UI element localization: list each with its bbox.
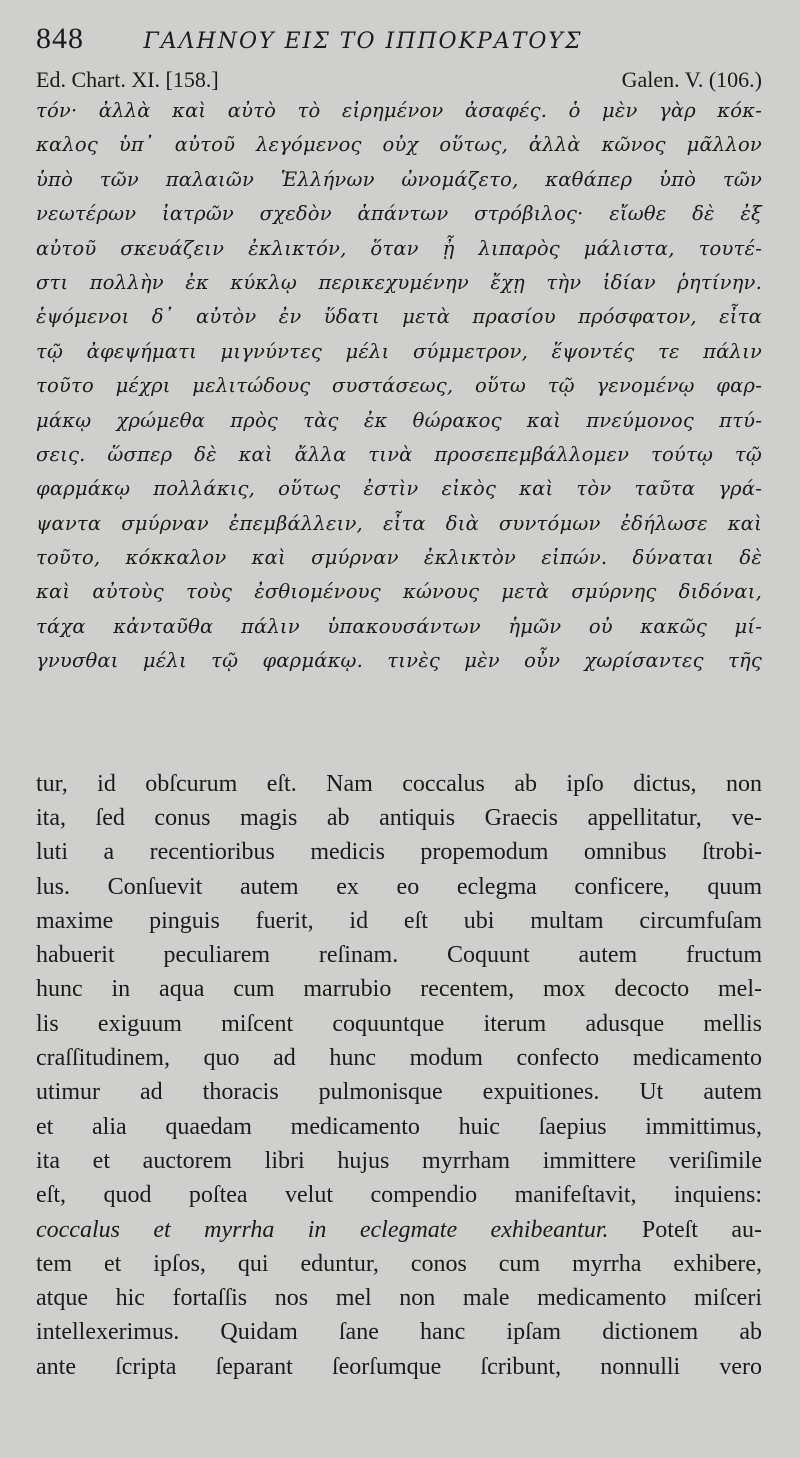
greek-line: νεωτέρων ἰατρῶν σχεδὸν ἁπάντων στρόβιλος· εἴωθε δὲ ἐξ — [36, 202, 762, 226]
latin-line: ita, ſed conus magis ab antiquis Graecis appellitatur, ve- — [36, 804, 762, 831]
greek-line: γνυσθαι μέλι τῷ φαρμάκῳ. τινὲς μὲν οὖν χωρίσαντες τῆς — [36, 649, 762, 673]
latin-line: ita et auctorem libri hujus myrrham immittere veriſimile — [36, 1147, 762, 1174]
running-title: ΓΑΛΗΝΟΥ ΕΙΣ ΤΟ ΙΠΠΟΚΡΑΤΟΥΣ — [143, 29, 583, 54]
latin-line: craſſitudinem, quo ad hunc modum confecto medicamento — [36, 1045, 762, 1072]
latin-line: ante ſcripta ſeparant ſeorſumque ſcribunt, nonnulli vero — [36, 1353, 762, 1380]
latin-line: lis exiguum miſcent coquuntque iterum adusque mellis — [36, 1010, 762, 1037]
greek-line: τάχα κἀνταῦθα πάλιν ὑπακουσάντων ἡμῶν οὐ κακῶς μί- — [36, 614, 762, 638]
latin-line: hunc in aqua cum marrubio recentem, mox decocto mel- — [36, 976, 762, 1003]
latin-line-with-quotation — [36, 1213, 762, 1247]
latin-line: maxime pinguis fuerit, id eſt ubi multam circumfuſam — [36, 907, 762, 934]
edition-reference-line — [36, 66, 762, 94]
page-number: 848 — [36, 22, 84, 55]
section-gap — [36, 679, 762, 767]
latin-line: utimur ad thoracis pulmonisque expuitiones. Ut autem — [36, 1079, 762, 1106]
greek-line: φαρμάκῳ πολλάκις, οὕτως ἐστὶν εἰκὸς καὶ τὸν ταῦτα γρά- — [36, 477, 762, 501]
greek-line: καλος ὑπ᾽ αὐτοῦ λεγόμενος οὐχ οὕτως, ἀλλὰ κῶνος μᾶλλον — [36, 133, 762, 157]
greek-line: ψαντα σμύρναν ἐπεμβάλλειν, εἶτα διὰ συντόμων ἐδήλωσε καὶ — [36, 511, 762, 535]
latin-line: tur, id obſcurum eſt. Nam coccalus ab ipſo dictus, non — [36, 770, 762, 797]
latin-line: intellexerimus. Quidam ſane hanc ipſam dictionem ab — [36, 1319, 762, 1346]
greek-line: τοῦτο, κόκκαλον καὶ σμύρναν ἐκλικτὸν εἰπών. δύναται δὲ — [36, 546, 762, 570]
greek-line: τοῦτο μέχρι μελιτώδους συστάσεως, οὕτω τῷ γενομένῳ φαρ- — [36, 374, 762, 398]
page-header — [36, 22, 762, 66]
greek-line: μάκῳ χρώμεθα πρὸς τὰς ἐκ θώρακος καὶ πνεύμονος πτύ- — [36, 408, 762, 432]
latin-line: et alia quaedam medicamento huic ſaepius immittimus, — [36, 1113, 762, 1140]
latin-line: luti a recentioribus medicis propemodum omnibus ſtrobi- — [36, 839, 762, 866]
greek-line: αὐτοῦ σκευάζειν ἐκλικτόν, ὅταν ᾖ λιπαρὸς μάλιστα, τουτέ- — [36, 236, 762, 260]
latin-line: atque hic fortaſſis nos mel non male medicamento miſceri — [36, 1285, 762, 1312]
edition-left: Ed. Chart. XI. [158.] — [36, 67, 219, 92]
italic-quotation: coccalus et myrrha in eclegmate exhibeantur. — [36, 1216, 609, 1243]
edition-right: Galen. V. (106.) — [621, 67, 762, 92]
latin-text-block — [36, 767, 762, 1384]
greek-line: τῷ ἀφεψήματι μιγνύντες μέλι σύμμετρον, ἕψοντές τε πάλιν — [36, 339, 762, 363]
greek-line: τόν· ἀλλὰ καὶ αὐτὸ τὸ εἰρημένον ἀσαφές. ὁ μὲν γὰρ κόκ- — [36, 99, 762, 122]
greek-line: σεις. ὥσπερ δὲ καὶ ἄλλα τινὰ προσεπεμβάλλομεν τούτῳ τῷ — [36, 442, 762, 466]
latin-line: lus. Conſuevit autem ex eo eclegma conficere, quum — [36, 873, 762, 900]
latin-line-remainder: Poteſt au- — [608, 1216, 762, 1243]
greek-line: καὶ αὐτοὺς τοὺς ἐσθιομένους κώνους μετὰ σμύρνης διδόναι, — [36, 580, 762, 604]
latin-line: eſt, quod poſtea velut compendio manifeſtavit, inquiens: — [36, 1182, 762, 1209]
greek-text-block — [36, 94, 762, 679]
latin-line: habuerit peculiarem reſinam. Coquunt autem fructum — [36, 942, 762, 969]
greek-line: ὑπὸ τῶν παλαιῶν Ἑλλήνων ὠνομάζετο, καθάπερ ὑπὸ τῶν — [36, 167, 762, 191]
latin-line: tem et ipſos, qui eduntur, conos cum myrrha exhibere, — [36, 1250, 762, 1277]
greek-line: στι πολλὴν ἐκ κύκλῳ περικεχυμένην ἔχῃ τὴν ἰδίαν ῥητίνην. — [36, 270, 762, 294]
greek-line: ἑψόμενοι δ᾽ αὐτὸν ἐν ὕδατι μετὰ πρασίου πρόσφατον, εἶτα — [36, 305, 762, 329]
